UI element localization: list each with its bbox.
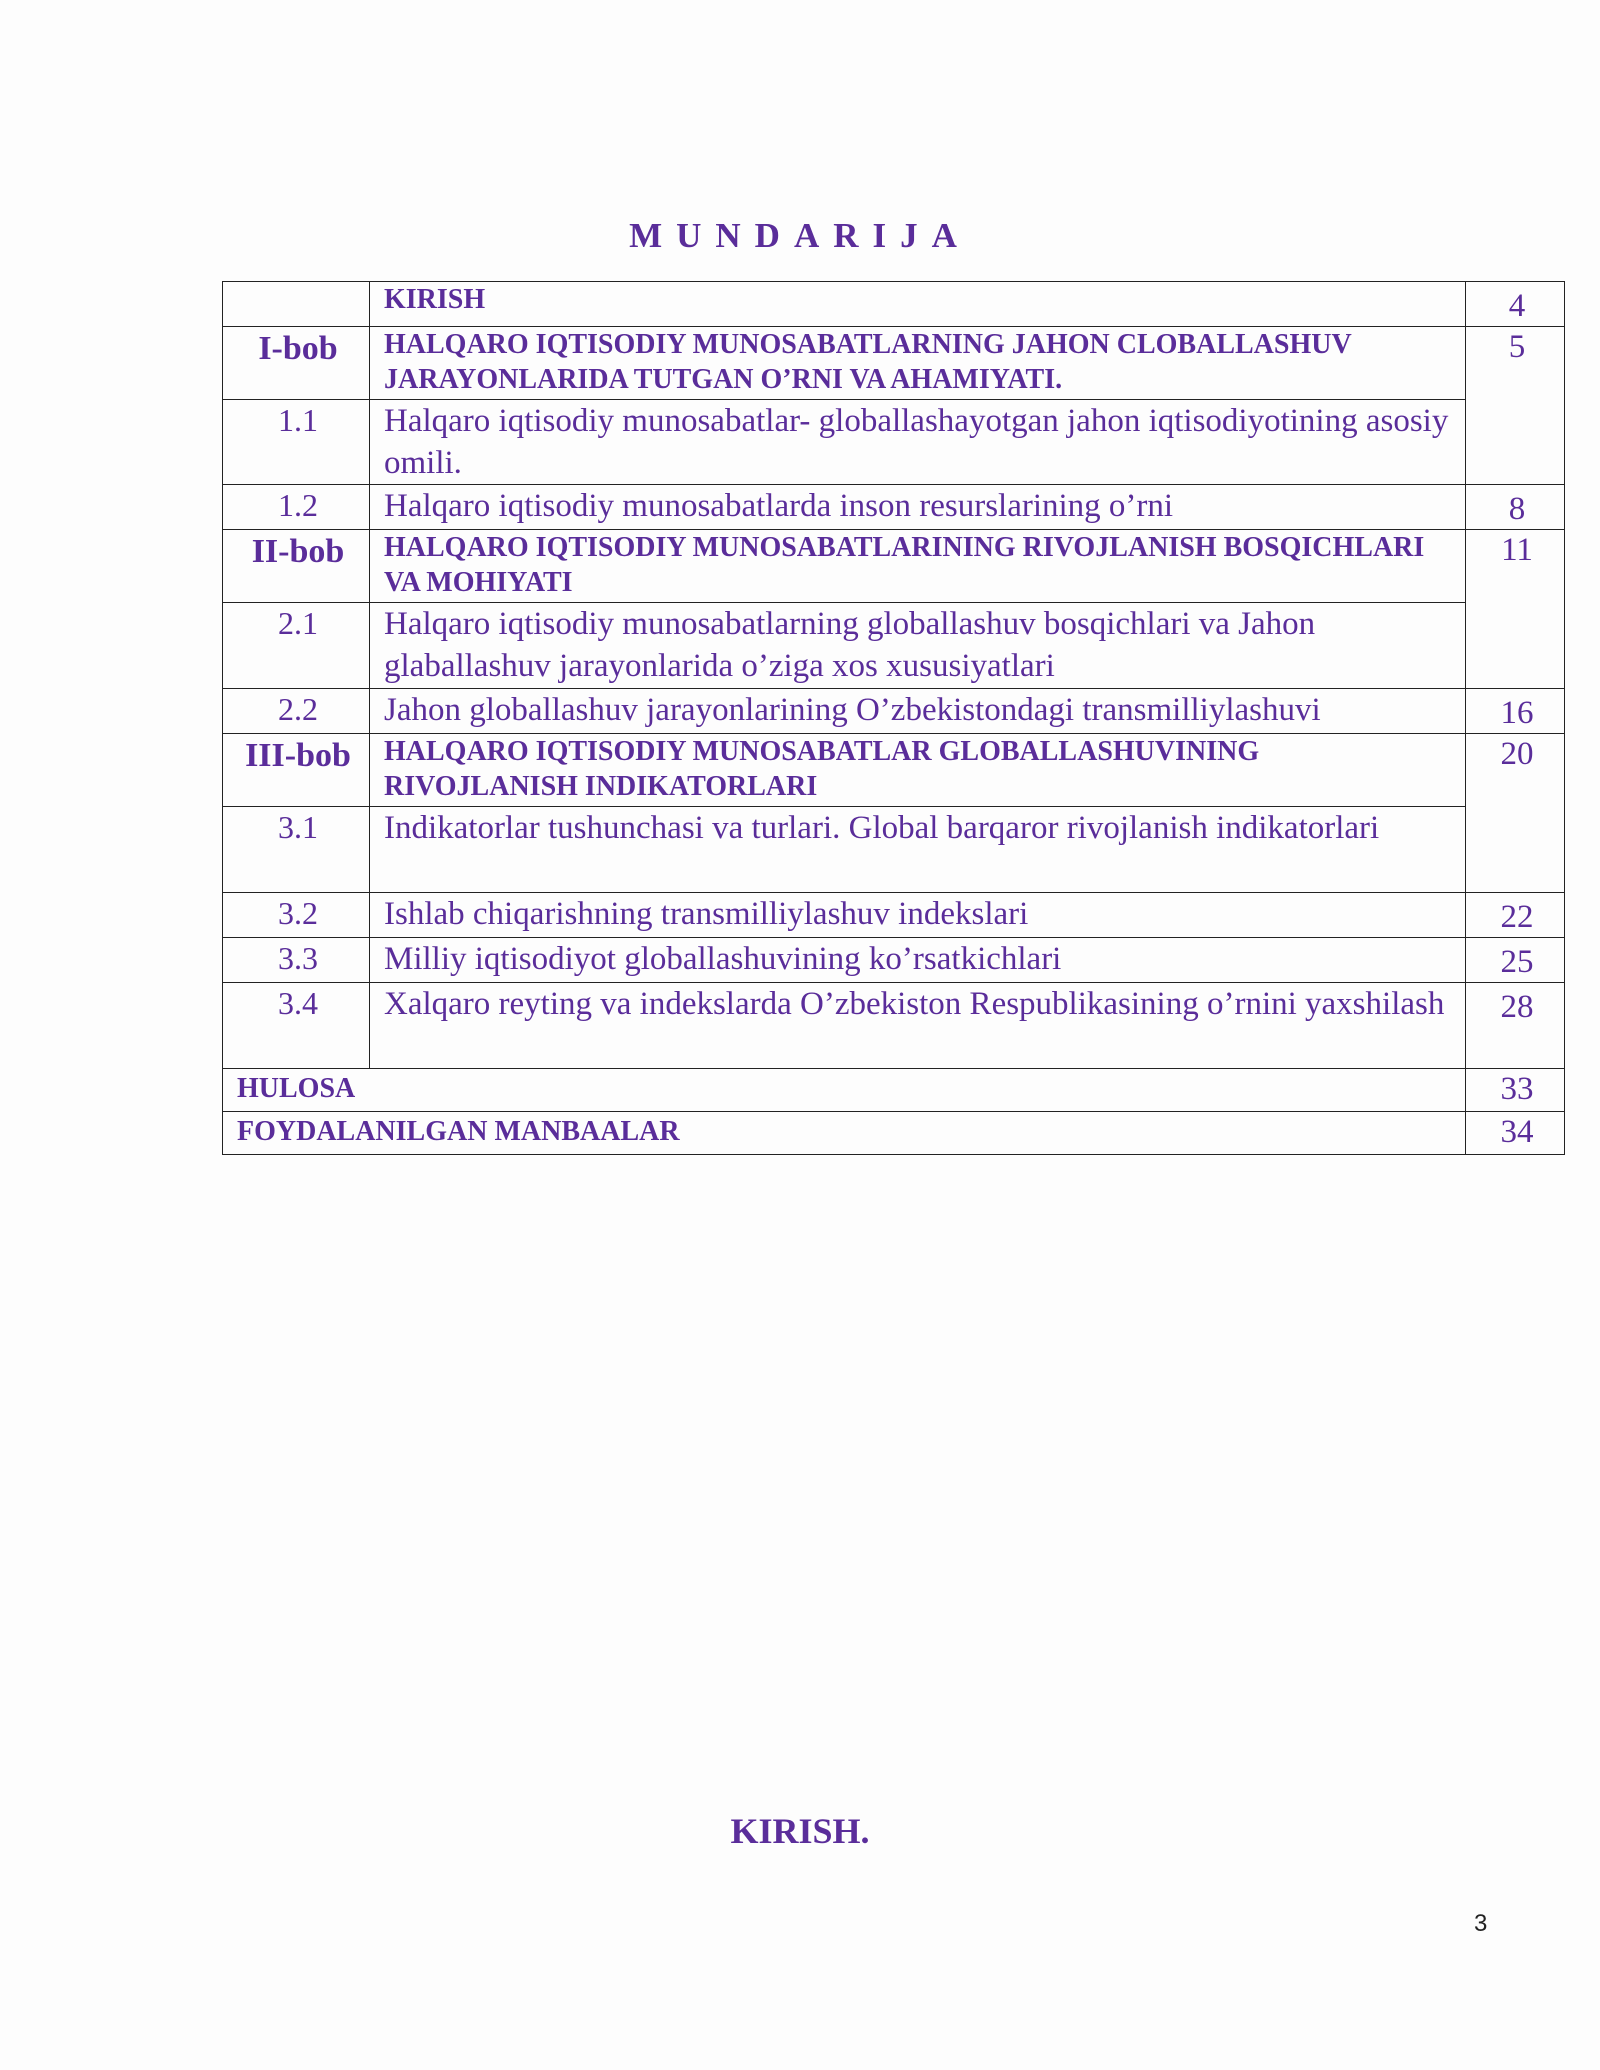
toc-page-3-2: 22 — [1466, 893, 1565, 938]
toc-title-3-2[interactable]: Ishlab chiqarishning transmilliylashuv indekslari — [370, 893, 1466, 938]
toc-title-manbaalar[interactable]: FOYDALANILGAN MANBAALAR — [223, 1112, 1466, 1155]
toc-num-2-1: 2.1 — [223, 603, 370, 689]
toc-title-1-2[interactable]: Halqaro iqtisodiy munosabatlarda inson resurslarining o’rni — [370, 485, 1466, 530]
toc-num-3-4: 3.4 — [223, 983, 370, 1069]
toc-num-1-1: 1.1 — [223, 400, 370, 485]
toc-num-chapter-3: III-bob — [223, 734, 370, 807]
toc-title-kirish[interactable]: KIRISH — [370, 282, 1466, 327]
toc-title-3-1[interactable]: Indikatorlar tushunchasi va turlari. Global barqaror rivojlanish indikatorlari — [370, 807, 1466, 893]
toc-row-3-3 — [223, 938, 1565, 983]
toc-page-chapter-2: 11 — [1466, 530, 1565, 689]
toc-row-3-4 — [223, 983, 1565, 1069]
section-heading: KIRISH. — [730, 1811, 870, 1851]
toc-row-1-2 — [223, 485, 1565, 530]
table-of-contents — [222, 281, 1565, 1155]
toc-num-chapter-2: II-bob — [223, 530, 370, 603]
toc-num-3-2: 3.2 — [223, 893, 370, 938]
toc-row-3-2 — [223, 893, 1565, 938]
toc-num-cell — [223, 282, 370, 327]
toc-num-1-2: 1.2 — [223, 485, 370, 530]
toc-title-3-3[interactable]: Milliy iqtisodiyot globallashuvining ko’rsatkichlari — [370, 938, 1466, 983]
toc-row-kirish — [223, 282, 1565, 327]
toc-row-chapter-1 — [223, 327, 1565, 400]
toc-row-chapter-3 — [223, 734, 1565, 807]
toc-row-1-1 — [223, 400, 1565, 485]
toc-row-2-2 — [223, 689, 1565, 734]
toc-title-3-4[interactable]: Xalqaro reyting va indekslarda O’zbekiston Respublikasining o’rnini yaxshilash — [370, 983, 1466, 1069]
toc-title-chapter-1[interactable]: HALQARO IQTISODIY MUNOSABATLARNING JAHON CLOBALLASHUV JARAYONLARIDA TUTGAN O’RNI VA AHAMIYATI. — [370, 327, 1466, 400]
toc-page-hulosa: 33 — [1466, 1069, 1565, 1112]
toc-num-3-3: 3.3 — [223, 938, 370, 983]
toc-num-3-1: 3.1 — [223, 807, 370, 893]
toc-page-chapter-1: 5 — [1466, 327, 1565, 485]
toc-row-hulosa — [223, 1069, 1565, 1112]
toc-page-manbaalar: 34 — [1466, 1112, 1565, 1155]
toc-title-hulosa[interactable]: HULOSA — [223, 1069, 1466, 1112]
toc-row-2-1 — [223, 603, 1565, 689]
toc-row-3-1 — [223, 807, 1565, 893]
toc-page-chapter-3: 20 — [1466, 734, 1565, 893]
toc-title-1-1[interactable]: Halqaro iqtisodiy munosabatlar- globallashayotgan jahon iqtisodiyotining asosiy omili. — [370, 400, 1466, 485]
toc-page-2-2: 16 — [1466, 689, 1565, 734]
page-title: MUNDARIJA — [629, 216, 971, 255]
toc-num-2-2: 2.2 — [223, 689, 370, 734]
toc-page-1-2: 8 — [1466, 485, 1565, 530]
toc-page-kirish: 4 — [1466, 282, 1565, 327]
toc-page-3-4: 28 — [1466, 983, 1565, 1069]
toc-row-manbaalar — [223, 1112, 1565, 1155]
toc-num-chapter-1: I-bob — [223, 327, 370, 400]
toc-title-chapter-2[interactable]: HALQARO IQTISODIY MUNOSABATLARINING RIVOJLANISH BOSQICHLARI VA MOHIYATI — [370, 530, 1466, 603]
toc-title-chapter-3[interactable]: HALQARO IQTISODIY MUNOSABATLAR GLOBALLASHUVINING RIVOJLANISH INDIKATORLARI — [370, 734, 1466, 807]
toc-title-2-2[interactable]: Jahon globallashuv jarayonlarining O’zbekistondagi transmilliylashuvi — [370, 689, 1466, 734]
page-number: 3 — [1474, 1910, 1488, 1937]
toc-page-3-3: 25 — [1466, 938, 1565, 983]
toc-row-chapter-2 — [223, 530, 1565, 603]
toc-title-2-1[interactable]: Halqaro iqtisodiy munosabatlarning globallashuv bosqichlari va Jahon glaballashuv jarayonlarida o’ziga xos xususiyatlari — [370, 603, 1466, 689]
